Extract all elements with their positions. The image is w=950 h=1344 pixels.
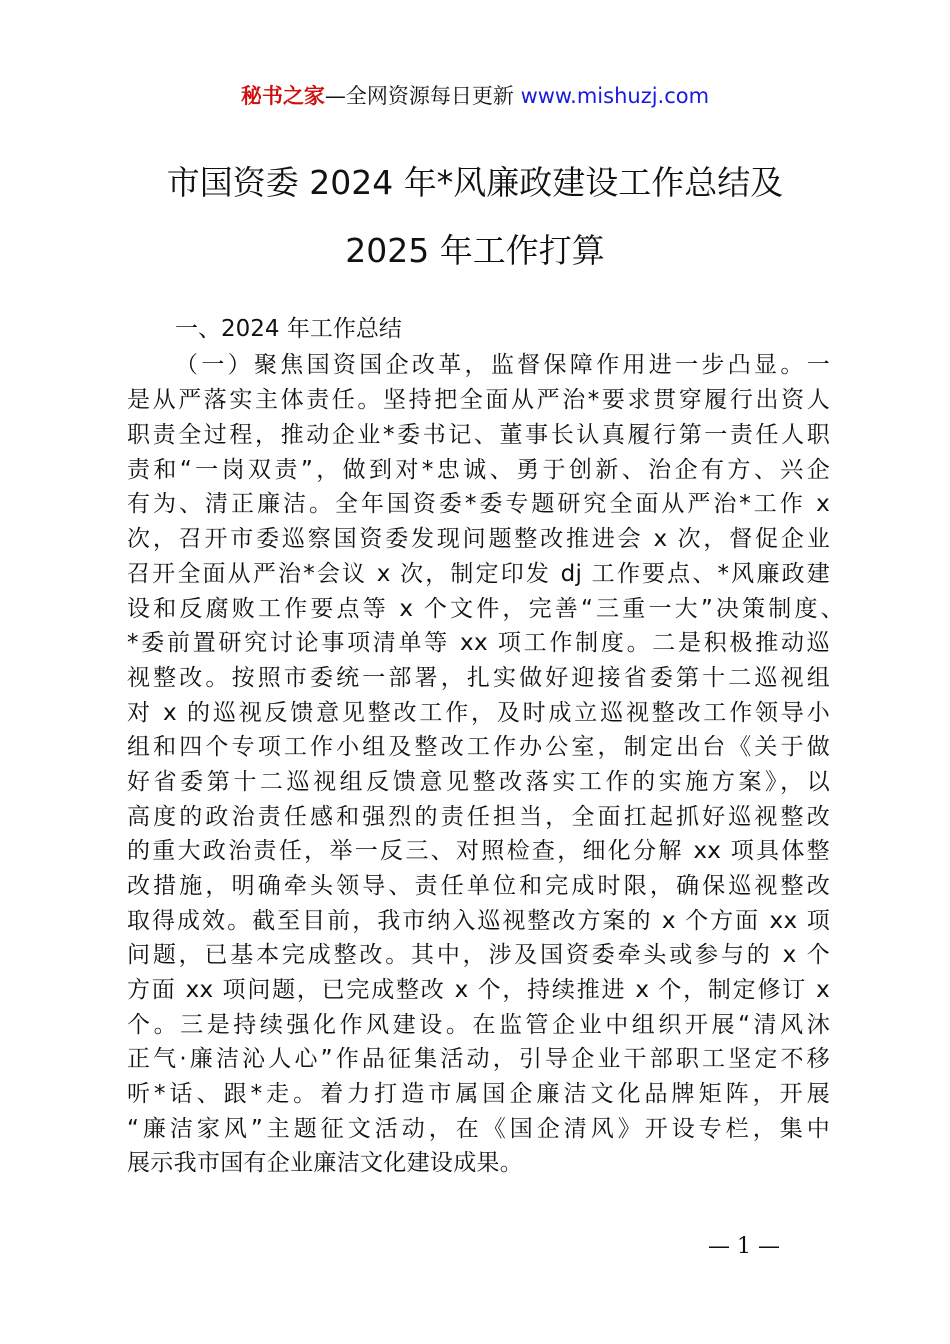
banner-brand: 秘书之家: [240, 84, 325, 108]
paragraph-line: 是从严落实主体责任。坚持把全面从严治*要求贯穿履行出资人: [127, 387, 830, 413]
paragraph-line: 展示我市国有企业廉洁文化建设成果。: [127, 1150, 524, 1176]
paragraph-line: *委前置研究讨论事项清单等 xx 项工作制度。二是积极推动巡: [127, 630, 830, 656]
paragraph-line: 听*话、跟*走。着力打造市属国企廉洁文化品牌矩阵，开展: [127, 1081, 830, 1107]
section-heading: 一、2024 年工作总结: [175, 316, 402, 342]
document-title-line-1: 市国资委 2024 年*风廉政建设工作总结及: [166, 163, 784, 202]
paragraph-line: （一）聚焦国资国企改革，监督保障作用进一步凸显。一: [175, 352, 830, 378]
paragraph-line: 组和四个专项工作小组及整改工作办公室，制定出台《关于做: [127, 734, 830, 760]
paragraph-line: 问题，已基本完成整改。其中，涉及国资委牵头或参与的 x 个: [127, 942, 830, 968]
paragraph-line: 的重大政治责任，举一反三、对照检查，细化分解 xx 项具体整: [127, 838, 830, 864]
banner-url[interactable]: www.mishuzj.com: [520, 84, 710, 108]
paragraph-line: 职责全过程，推动企业*委书记、董事长认真履行第一责任人职: [127, 422, 830, 448]
document-title-line-2: 2025 年工作打算: [345, 231, 605, 270]
paragraph-line: 召开全面从严治*会议 x 次，制定印发 dj 工作要点、*风廉政建: [127, 561, 830, 587]
paragraph-line: 次，召开市委巡察国资委发现问题整改推进会 x 次，督促企业: [127, 526, 830, 552]
paragraph-line: 对 x 的巡视反馈意见整改工作，及时成立巡视整改工作领导小: [127, 700, 830, 726]
banner-tagline: —全网资源每日更新: [324, 84, 514, 108]
paragraph-line: 设和反腐败工作要点等 x 个文件，完善“三重一大”决策制度、: [127, 596, 844, 622]
paragraph-line: 正气·廉洁沁人心”作品征集活动，引导企业干部职工坚定不移: [127, 1046, 830, 1072]
paragraph-line: “廉洁家风”主题征文活动，在《国企清风》开设专栏，集中: [127, 1116, 830, 1142]
paragraph-line: 方面 xx 项问题，已完成整改 x 个，持续推进 x 个，制定修订 x: [127, 977, 830, 1003]
paragraph-line: 责和“一岗双责”，做到对*忠诚、勇于创新、治企有方、兴企: [127, 457, 830, 483]
paragraph-line: 视整改。按照市委统一部署，扎实做好迎接省委第十二巡视组: [127, 665, 830, 691]
paragraph-line: 个。三是持续强化作风建设。在监管企业中组织开展“清风沐: [127, 1012, 830, 1038]
paragraph-line: 改措施，明确牵头领导、责任单位和完成时限，确保巡视整改: [127, 873, 830, 899]
paragraph-line: 高度的政治责任感和强烈的责任担当，全面扛起抓好巡视整改: [127, 804, 830, 830]
page-number: — 1 —: [708, 1234, 780, 1259]
paragraph-line: 好省委第十二巡视组反馈意见整改落实工作的实施方案》，以: [127, 769, 830, 795]
paragraph-line: 取得成效。截至目前，我市纳入巡视整改方案的 x 个方面 xx 项: [127, 908, 830, 934]
site-banner: [0, 80, 950, 112]
paragraph-line: 有为、清正廉洁。全年国资委*委专题研究全面从严治*工作 x: [127, 491, 830, 517]
